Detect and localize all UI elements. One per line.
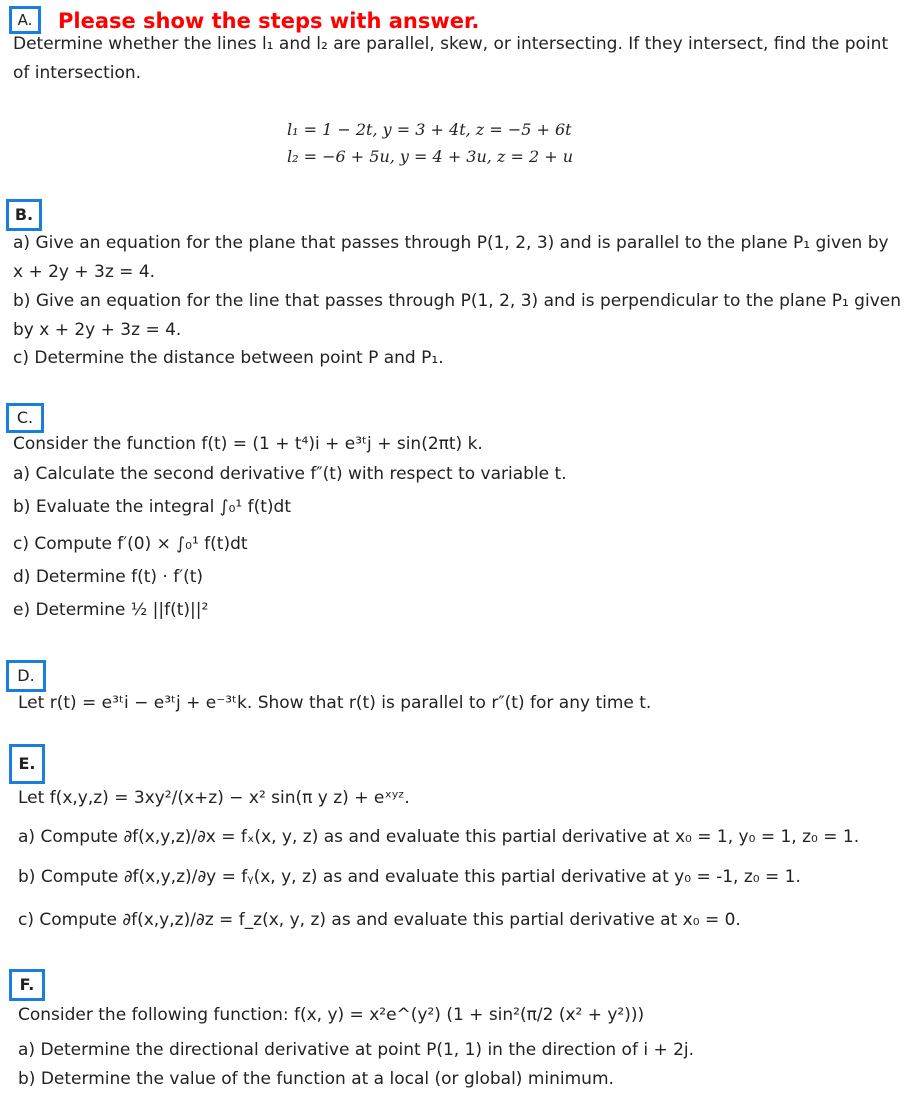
e-intro: Let f(x,y,z) = 3xy²/(x+z) − x² sin(π y z) + eˣʸᶻ.: [18, 788, 410, 808]
a-equation-2: l₂ = −6 + 5u, y = 4 + 3u, z = 2 + u: [287, 147, 574, 166]
c-intro: Consider the function f(t) = (1 + t⁴)i + e³ᵗj + sin(2πt) k.: [13, 434, 483, 454]
c-item-e: e) Determine ½ ||f(t)||²: [13, 600, 209, 620]
b-item-b-line-1: b) Give an equation for the line that passes through P(1, 2, 3) and is perpendicular to the plane P₁ given: [13, 291, 901, 311]
instruction-heading: Please show the steps with answer.: [58, 9, 480, 33]
section-e-label: E.: [9, 744, 45, 784]
a-line-2: of intersection.: [13, 63, 142, 83]
c-item-b: b) Evaluate the integral ∫₀¹ f(t)dt: [13, 497, 292, 517]
c-item-c: c) Compute f′(0) × ∫₀¹ f(t)dt: [13, 534, 248, 554]
section-d-label: D.: [6, 660, 46, 692]
section-b-label: B.: [6, 199, 42, 231]
f-item-b: b) Determine the value of the function at a local (or global) minimum.: [18, 1069, 614, 1089]
section-a-label: A.: [9, 6, 41, 34]
e-item-b: b) Compute ∂f(x,y,z)/∂y = fᵧ(x, y, z) as and evaluate this partial derivative at y₀ = -1, z₀ = 1.: [18, 867, 801, 887]
a-line-1: Determine whether the lines l₁ and l₂ are parallel, skew, or intersecting. If they intersect, find the point: [13, 34, 889, 54]
b-item-a-line-2: x + 2y + 3z = 4.: [13, 262, 156, 282]
c-item-d: d) Determine f(t) · f′(t): [13, 567, 204, 587]
b-item-b-line-2: by x + 2y + 3z = 4.: [13, 320, 182, 340]
b-item-c: c) Determine the distance between point P and P₁.: [13, 348, 444, 368]
b-item-a-line-1: a) Give an equation for the plane that passes through P(1, 2, 3) and is parallel to the plane P₁ given by: [13, 233, 889, 253]
a-equation-1: l₁ = 1 − 2t, y = 3 + 4t, z = −5 + 6t: [287, 120, 572, 139]
section-c-label: C.: [6, 403, 44, 433]
section-f-label: F.: [9, 969, 45, 1001]
f-item-a: a) Determine the directional derivative at point P(1, 1) in the direction of i + 2j.: [18, 1040, 695, 1060]
e-item-a: a) Compute ∂f(x,y,z)/∂x = fₓ(x, y, z) as and evaluate this partial derivative at x₀ = 1, y₀ = 1, z₀ = 1.: [18, 827, 860, 847]
c-item-a: a) Calculate the second derivative f″(t) with respect to variable t.: [13, 464, 567, 484]
d-text: Let r(t) = e³ᵗi − e³ᵗj + e⁻³ᵗk. Show that r(t) is parallel to r″(t) for any time t.: [18, 693, 652, 713]
e-item-c: c) Compute ∂f(x,y,z)/∂z = f_z(x, y, z) as and evaluate this partial derivative at x₀ = 0.: [18, 910, 741, 930]
f-intro: Consider the following function: f(x, y) = x²e^(y²) (1 + sin²(π/2 (x² + y²))): [18, 1005, 645, 1025]
